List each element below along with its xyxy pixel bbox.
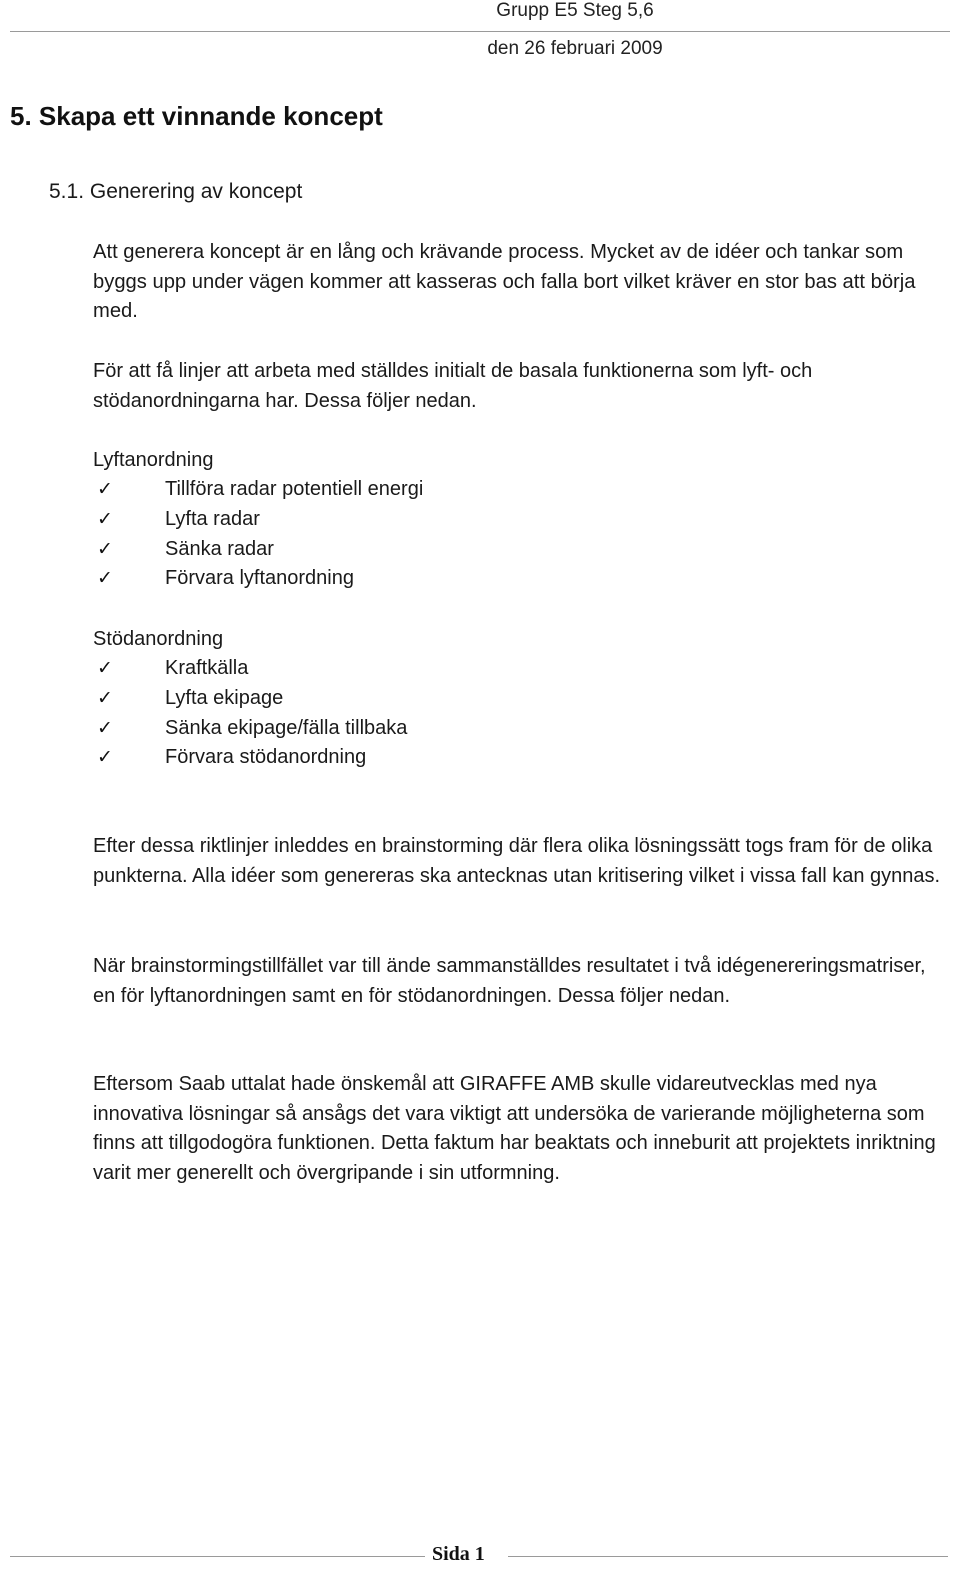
checkmark-icon: ✓ bbox=[97, 479, 113, 500]
intro-paragraph: Att generera koncept är en lång och krävande process. Mycket av de idéer och tankar som byggs upp under vägen kommer att kasseras och falla bort vilket kräver en stor bas att börja med. bbox=[93, 241, 916, 323]
header-group: Grupp E5 Steg 5,6 bbox=[496, 0, 654, 21]
list-item bbox=[93, 743, 407, 773]
list-item-label: Tillföra radar potentiell energi bbox=[165, 478, 424, 500]
brainstorm-paragraph: Efter dessa riktlinjer inleddes en brainstorming där flera olika lösningssätt togs fram för de olika punkterna. Alla idéer som genereras ska antecknas utan kritisering vilket i vissa fall kan gynnas. bbox=[93, 835, 941, 887]
list-item-label: Förvara lyftanordning bbox=[165, 567, 354, 590]
checkmark-icon: ✓ bbox=[97, 568, 113, 590]
list-item bbox=[93, 564, 423, 594]
checkmark-icon: ✓ bbox=[97, 687, 113, 709]
page-number: Sida 1 bbox=[432, 1543, 485, 1565]
functions-paragraph: För att få linjer att arbeta med ställdes initialt de basala funktionerna som lyft- och stödanordningarna har. Dessa följer nedan. bbox=[93, 360, 813, 412]
list-item bbox=[93, 714, 407, 744]
list-item bbox=[93, 475, 423, 505]
matrices-paragraph: När brainstormingstillfället var till ände sammanställdes resultatet i två idégenereringsmatriser, en för lyftanordningen samt en för stödanordningen. Dessa följer nedan. bbox=[93, 955, 926, 1007]
section-heading: 5. Skapa ett vinnande koncept bbox=[10, 101, 383, 131]
lift-list-title: Lyftanordning bbox=[93, 449, 214, 471]
checkmark-icon: ✓ bbox=[97, 747, 113, 769]
list-item-label: Lyfta radar bbox=[165, 507, 260, 530]
header-divider bbox=[10, 31, 950, 32]
checkmark-icon: ✓ bbox=[97, 717, 113, 739]
lift-function-list bbox=[93, 475, 423, 594]
list-item-label: Lyfta ekipage bbox=[165, 686, 284, 709]
checkmark-icon: ✓ bbox=[97, 658, 113, 679]
list-item bbox=[93, 654, 407, 684]
support-function-list bbox=[93, 654, 407, 773]
list-item bbox=[93, 505, 423, 535]
saab-paragraph: Eftersom Saab uttalat hade önskemål att GIRAFFE AMB skulle vidareutvecklas med nya innovativa lösningar så ansågs det vara viktigt att undersöka de varierande möjligheterna som finns att tillgodogöra funktionen. Detta faktum har beaktats och inneburit att projektets inriktning varit mer generellt och övergripande i sin utformning. bbox=[93, 1073, 936, 1184]
header-date: den 26 februari 2009 bbox=[487, 38, 663, 59]
list-item-label: Kraftkälla bbox=[165, 657, 249, 679]
list-item-label: Sänka radar bbox=[165, 537, 274, 560]
subsection-heading: 5.1. Generering av koncept bbox=[49, 180, 303, 203]
list-item bbox=[93, 684, 407, 714]
support-list-title: Stödanordning bbox=[93, 628, 224, 650]
footer-divider-left bbox=[10, 1556, 425, 1557]
checkmark-icon: ✓ bbox=[97, 538, 113, 560]
list-item-label: Sänka ekipage/fälla tillbaka bbox=[165, 716, 408, 739]
footer-divider-right bbox=[508, 1556, 948, 1557]
checkmark-icon: ✓ bbox=[97, 508, 113, 530]
list-item bbox=[93, 535, 423, 565]
list-item-label: Förvara stödanordning bbox=[165, 746, 367, 769]
